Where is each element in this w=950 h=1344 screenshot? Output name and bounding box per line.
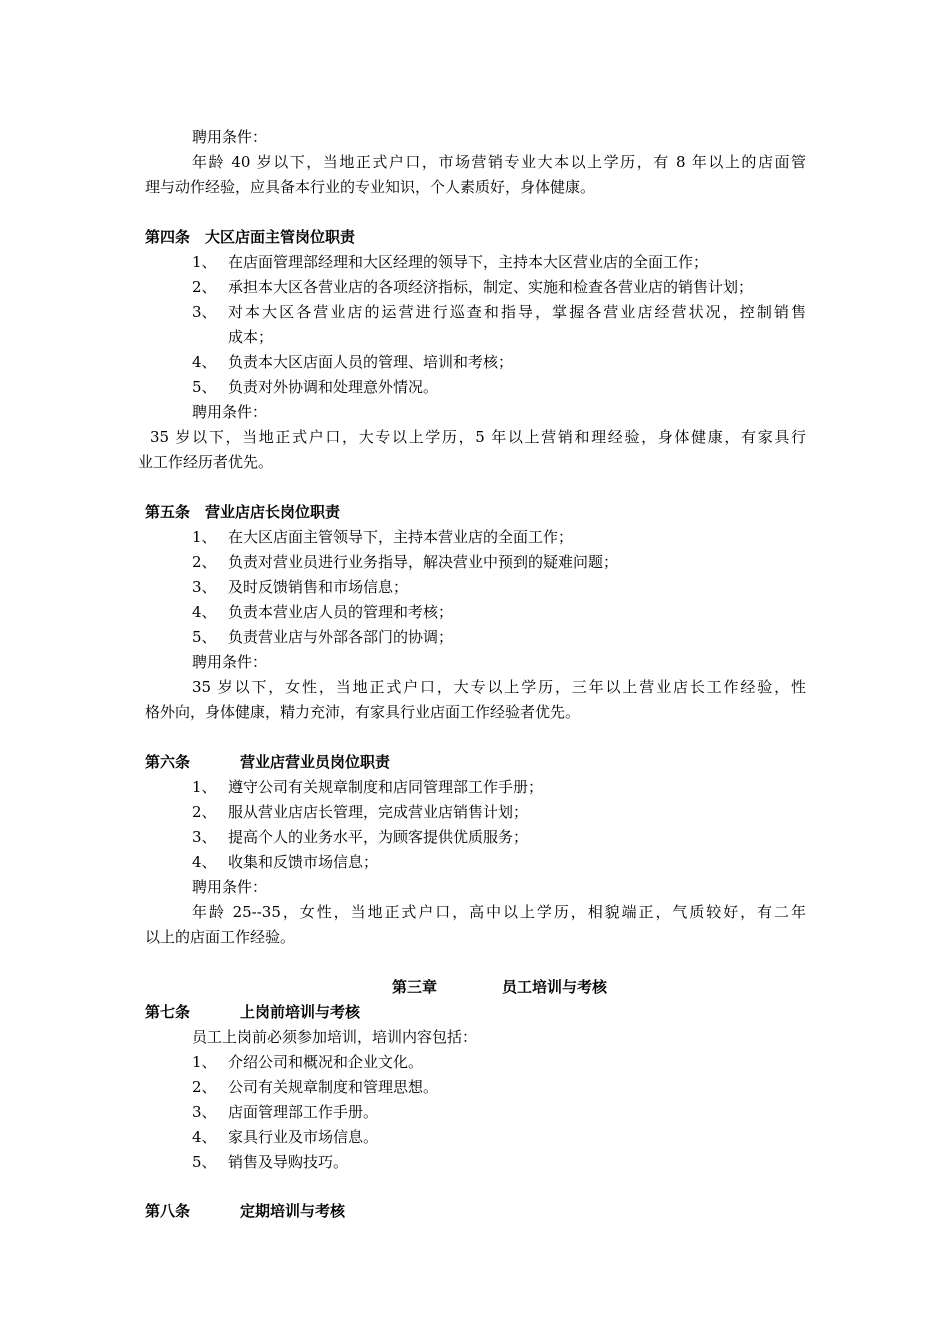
chapter-number: 第三章: [392, 978, 438, 996]
list-item-number: 2、: [192, 553, 217, 571]
requirements-line-1: 年龄 25--35，女性，当地正式户口，高中以上学历，相貌端正，气质较好，有二年: [192, 903, 806, 921]
article-6-number: 第六条: [145, 753, 191, 771]
requirements-line-2: 格外向，身体健康，精力充沛，有家具行业店面工作经验者优先。: [145, 703, 581, 721]
article-8-number: 第八条: [145, 1202, 191, 1220]
requirements-line-1: 35 岁以下，女性，当地正式户口，大专以上学历，三年以上营业店长工作经验，性: [192, 678, 806, 696]
list-item: 负责营业店与外部各部门的协调；: [228, 628, 454, 646]
requirements-label: 聘用条件：: [192, 878, 268, 896]
section-intro: 员工上岗前必须参加培训，培训内容包括：: [192, 1028, 478, 1046]
list-item-number: 2、: [192, 1078, 217, 1096]
list-item: 在店面管理部经理和大区经理的领导下，主持本大区营业店的全面工作；: [228, 253, 709, 271]
list-item-number: 1、: [192, 253, 217, 271]
requirements-line-1: 35 岁以下，当地正式户口，大专以上学历，5 年以上营销和理经验，身体健康，有家具行: [150, 428, 806, 446]
list-item: 在大区店面主管领导下，主持本营业店的全面工作；: [228, 528, 574, 546]
requirements-line-2: 以上的店面工作经验。: [145, 928, 296, 946]
chapter-title: 员工培训与考核: [502, 978, 608, 996]
list-item-continuation: 成本；: [228, 328, 274, 346]
list-item-number: 2、: [192, 803, 217, 821]
list-item: 服从营业店店长管理，完成营业店销售计划；: [228, 803, 529, 821]
requirements-line-2: 业工作经历者优先。: [138, 453, 274, 471]
list-item: 家具行业及市场信息。: [228, 1128, 379, 1146]
requirements-label: 聘用条件：: [192, 128, 268, 146]
list-item-number: 1、: [192, 528, 217, 546]
list-item: 销售及导购技巧。: [228, 1153, 349, 1171]
list-item: 及时反馈销售和市场信息；: [228, 578, 409, 596]
list-item-number: 3、: [192, 828, 217, 846]
list-item: 负责本营业店人员的管理和考核；: [228, 603, 454, 621]
list-item: 收集和反馈市场信息；: [228, 853, 379, 871]
article-7-heading: 上岗前培训与考核: [240, 1003, 361, 1021]
list-item-number: 1、: [192, 1053, 217, 1071]
list-item-number: 4、: [192, 1128, 217, 1146]
list-item-number: 4、: [192, 853, 217, 871]
requirements-line-1: 年龄 40 岁以下，当地正式户口，市场营销专业大本以上学历，有 8 年以上的店面管: [192, 153, 806, 171]
list-item-number: 2、: [192, 278, 217, 296]
requirements-line-2: 理与动作经验，应具备本行业的专业知识，个人素质好，身体健康。: [145, 178, 596, 196]
article-6-heading: 营业店营业员岗位职责: [240, 753, 391, 771]
article-4-heading: 第四条 大区店面主管岗位职责: [145, 228, 356, 246]
requirements-label: 聘用条件：: [192, 403, 268, 421]
requirements-label: 聘用条件：: [192, 653, 268, 671]
list-item: 店面管理部工作手册。: [228, 1103, 379, 1121]
list-item: 负责对外协调和处理意外情况。: [228, 378, 439, 396]
list-item-number: 5、: [192, 378, 217, 396]
article-7-number: 第七条: [145, 1003, 191, 1021]
list-item: 对本大区各营业店的运营进行巡查和指导，掌握各营业店经营状况，控制销售: [228, 303, 806, 321]
list-item-number: 4、: [192, 353, 217, 371]
article-8-heading: 定期培训与考核: [240, 1202, 346, 1220]
list-item-number: 1、: [192, 778, 217, 796]
list-item: 提高个人的业务水平，为顾客提供优质服务；: [228, 828, 529, 846]
list-item: 遵守公司有关规章制度和店同管理部工作手册；: [228, 778, 544, 796]
list-item-number: 5、: [192, 1153, 217, 1171]
list-item-number: 4、: [192, 603, 217, 621]
list-item: 负责本大区店面人员的管理、培训和考核；: [228, 353, 514, 371]
list-item-number: 5、: [192, 628, 217, 646]
list-item: 公司有关规章制度和管理思想。: [228, 1078, 439, 1096]
article-5-heading: 第五条 营业店店长岗位职责: [145, 503, 341, 521]
list-item: 介绍公司和概况和企业文化。: [228, 1053, 424, 1071]
list-item-number: 3、: [192, 303, 217, 321]
list-item: 承担本大区各营业店的各项经济指标，制定、实施和检查各营业店的销售计划；: [228, 278, 754, 296]
list-item-number: 3、: [192, 1103, 217, 1121]
list-item-number: 3、: [192, 578, 217, 596]
list-item: 负责对营业员进行业务指导，解决营业中预到的疑难问题；: [228, 553, 619, 571]
